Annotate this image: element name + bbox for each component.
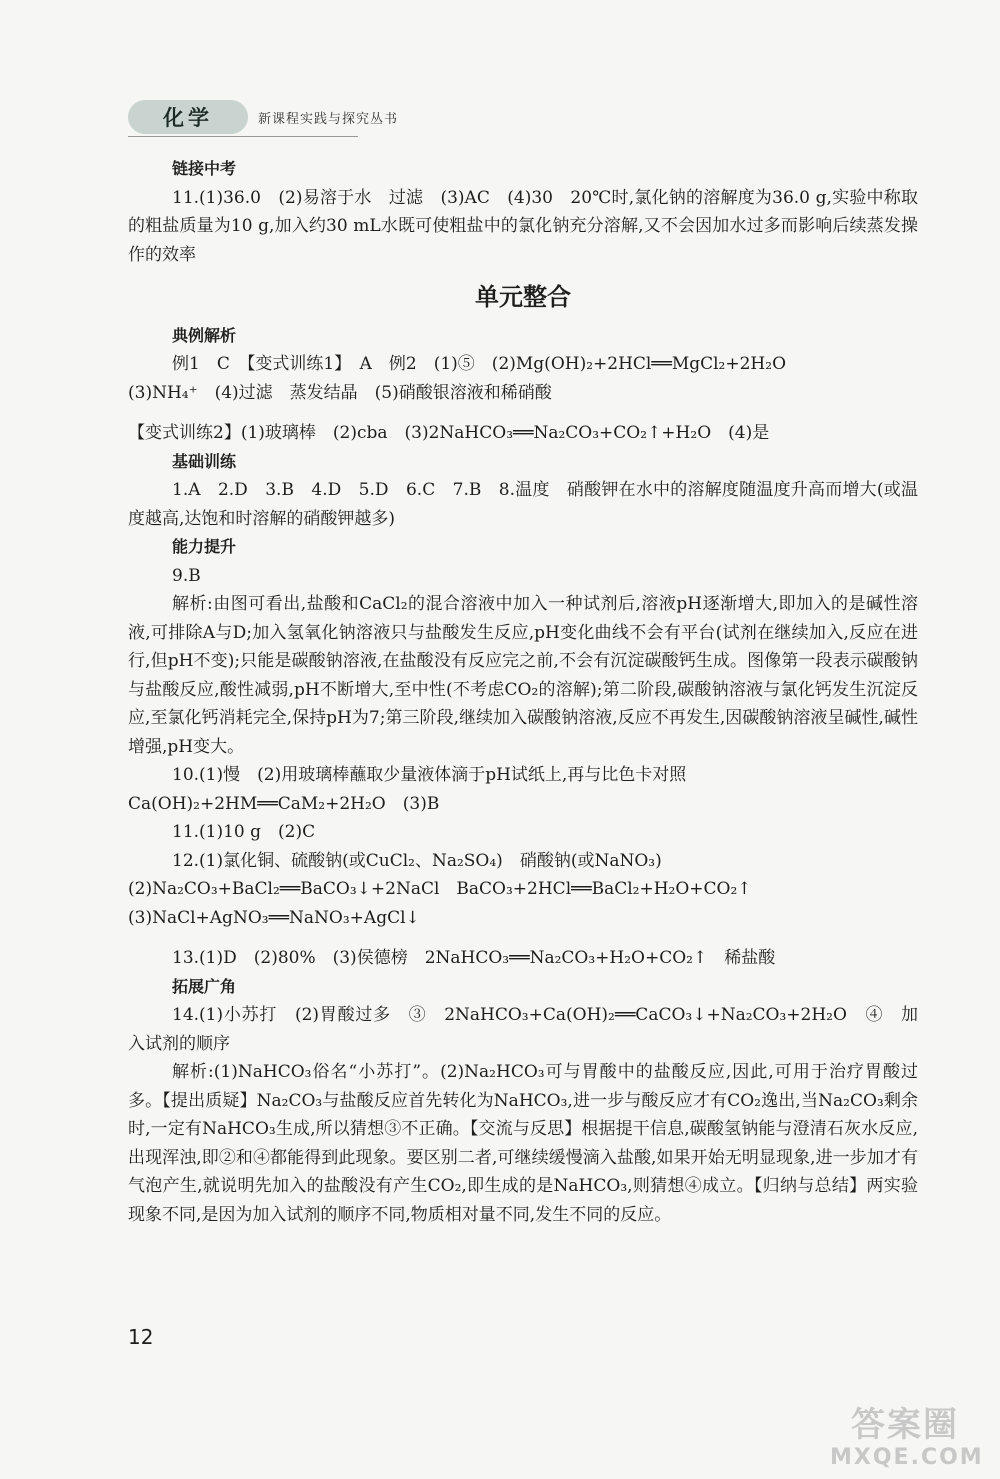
- answer-14-explanation: 解析:(1)NaHCO₃俗名“小苏打”。(2)Na₂HCO₃可与胃酸中的盐酸反应,因此,可用于治疗胃酸过多。【提出质疑】Na₂CO₃与盐酸反应首先转化为NaHCO₃,进一步与酸反应才有CO₂逸出,当Na₂CO₃剩余时,一定有NaHCO₃生成,所以猜想③不正确。【交流与反思】根据提干信息,碳酸氢钠能与澄清石灰水反应,出现浑浊,即②和④都能得到此现象。要区别二者,可继续缓慢滴入盐酸,如果开始无明显现象,进一步加才有气泡产生,就说明先加入的盐酸没有产生CO₂,即生成的是NaHCO₃,则猜想④成立。【归纳与总结】两实验现象不同,是因为加入试剂的顺序不同,物质相对量不同,发生不同的反应。: [128, 1062, 918, 1225]
- watermark-logo: [830, 1405, 984, 1475]
- answer-9: 9.B: [172, 565, 201, 586]
- answer-12-part3: (3)NaCl+AgNO₃══NaNO₃+AgCl↓: [128, 907, 420, 928]
- section-heading-ability: 能力提升: [172, 537, 237, 556]
- variant-training-2: 【变式训练2】(1)玻璃棒 (2)cba (3)2NaHCO₃══Na₂CO₃+CO₂↑+H₂O (4)是: [128, 423, 770, 443]
- answer-11b: 11.(1)10 g (2)C: [172, 822, 316, 842]
- answer-9-explanation: 解析:由图可看出,盐酸和CaCl₂的混合溶液中加入一种试剂后,溶液pH逐渐增大,即加入的是碱性溶液,可排除A与D;加入氢氧化钠溶液只与盐酸发生反应,pH变化曲线不会有平台(试剂在继续加入,反应在进行,但pH不变);只能是碳酸钠溶液,在盐酸没有反应完之前,不会有沉淀碳酸钙生成。图像第一段表示碳酸钠与盐酸反应,酸性减弱,pH不断增大,至中性(不考虑CO₂的溶解);第二阶段,碳酸钠溶液与氯化钙发生沉淀反应,至氯化钙消耗完全,保持pH为7;第三阶段,继续加入碳酸钠溶液,反应不再发生,因碳酸钠溶液呈碱性,碱性增强,pH变大。: [128, 594, 918, 757]
- answer-13: 13.(1)D (2)80% (3)侯德榜 2NaHCO₃══Na₂CO₃+H₂O+CO₂↑ 稀盐酸: [172, 948, 776, 968]
- section-heading-basic: 基础训练: [172, 451, 237, 471]
- example-answers-line2: (3)NH₄⁺ (4)过滤 蒸发结晶 (5)硝酸银溶液和稀硝酸: [128, 382, 552, 403]
- subject-tab: 化学: [128, 100, 248, 134]
- answer-14: 14.(1)小苏打 (2)胃酸过多 ③ 2NaHCO₃+Ca(OH)₂══CaCO₃↓+Na₂CO₃+2H₂O ④ 加入试剂的顺序: [128, 1005, 918, 1054]
- section-heading-extension: 拓展广角: [172, 976, 237, 996]
- series-name: 新课程实践与探究丛书: [258, 112, 399, 127]
- answer-10-equation: Ca(OH)₂+2HM══CaM₂+2H₂O (3)B: [128, 793, 440, 814]
- answer-10: 10.(1)慢 (2)用玻璃棒蘸取少量液体滴于pH试纸上,再与比色卡对照: [172, 765, 687, 785]
- unit-title: 单元整合: [475, 283, 571, 311]
- watermark-bottom: MXQE.COM: [830, 1445, 984, 1470]
- page-number: 12: [128, 1325, 154, 1349]
- answer-12-part2: (2)Na₂CO₃+BaCl₂══BaCO₃↓+2NaCl BaCO₃+2HCl══BaCl₂+H₂O+CO₂↑: [128, 879, 752, 899]
- example-answers-line1: 例1 C 【变式训练1】 A 例2 (1)⑤ (2)Mg(OH)₂+2HCl══MgCl₂+2H₂O: [172, 354, 787, 374]
- answer-12: 12.(1)氯化铜、硫酸钠(或CuCl₂、Na₂SO₄) 硝酸钠(或NaNO₃): [172, 850, 662, 871]
- section-heading-examples: 典例解析: [172, 325, 237, 345]
- header-rule: [128, 136, 358, 137]
- answer-11: 11.(1)36.0 (2)易溶于水 过滤 (3)AC (4)30 20℃时,氯化钠的溶解度为36.0 g,实验中称取的粗盐质量为10 g,加入约30 mL水既可使粗盐中的氯化钠充分溶解,又不会因加水过多而影响后续蒸发操作的效率: [128, 187, 918, 265]
- basic-answers: 1.A 2.D 3.B 4.D 5.D 6.C 7.B 8.温度 硝酸钾在水中的溶解度随温度升高而增大(或温度越高,达饱和时溶解的硝酸钾越多): [128, 480, 918, 529]
- watermark-top: 答案圈: [851, 1405, 959, 1445]
- answer-content: [128, 155, 918, 1229]
- section-heading-link-exam: 链接中考: [172, 159, 237, 178]
